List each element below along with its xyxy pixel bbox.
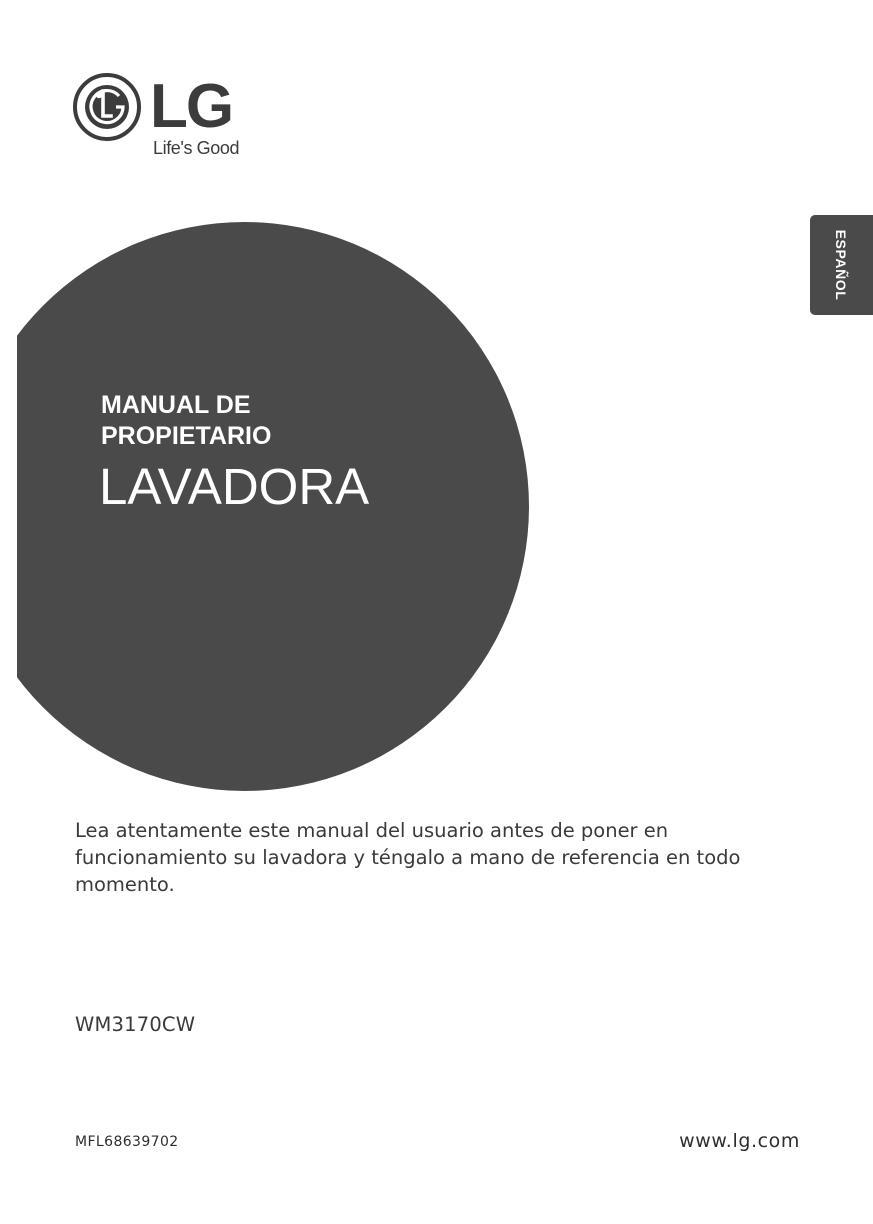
lg-face-logo-icon (72, 72, 142, 142)
product-title: LAVADORA (99, 458, 370, 515)
part-number: MFL68639702 (75, 1134, 179, 1150)
brand-tagline: Life's Good (153, 138, 240, 158)
lg-logo (72, 72, 272, 162)
website-url: www.lg.com (679, 1130, 800, 1152)
model-number: WM3170CW (75, 1013, 196, 1036)
intro-paragraph: Lea atentamente este manual del usuario antes de poner en funcionamiento su lavadora y téngalo a mano de referencia en todo momento. (75, 819, 741, 896)
manual-title-line-1: MANUAL DE (101, 391, 251, 419)
page-margin (0, 0, 17, 1224)
manual-title-line-2: PROPIETARIO (101, 422, 272, 450)
language-tab-label: ESPAÑOL (833, 229, 849, 301)
language-tab (810, 215, 873, 315)
brand-wordmark: LG (150, 72, 233, 141)
